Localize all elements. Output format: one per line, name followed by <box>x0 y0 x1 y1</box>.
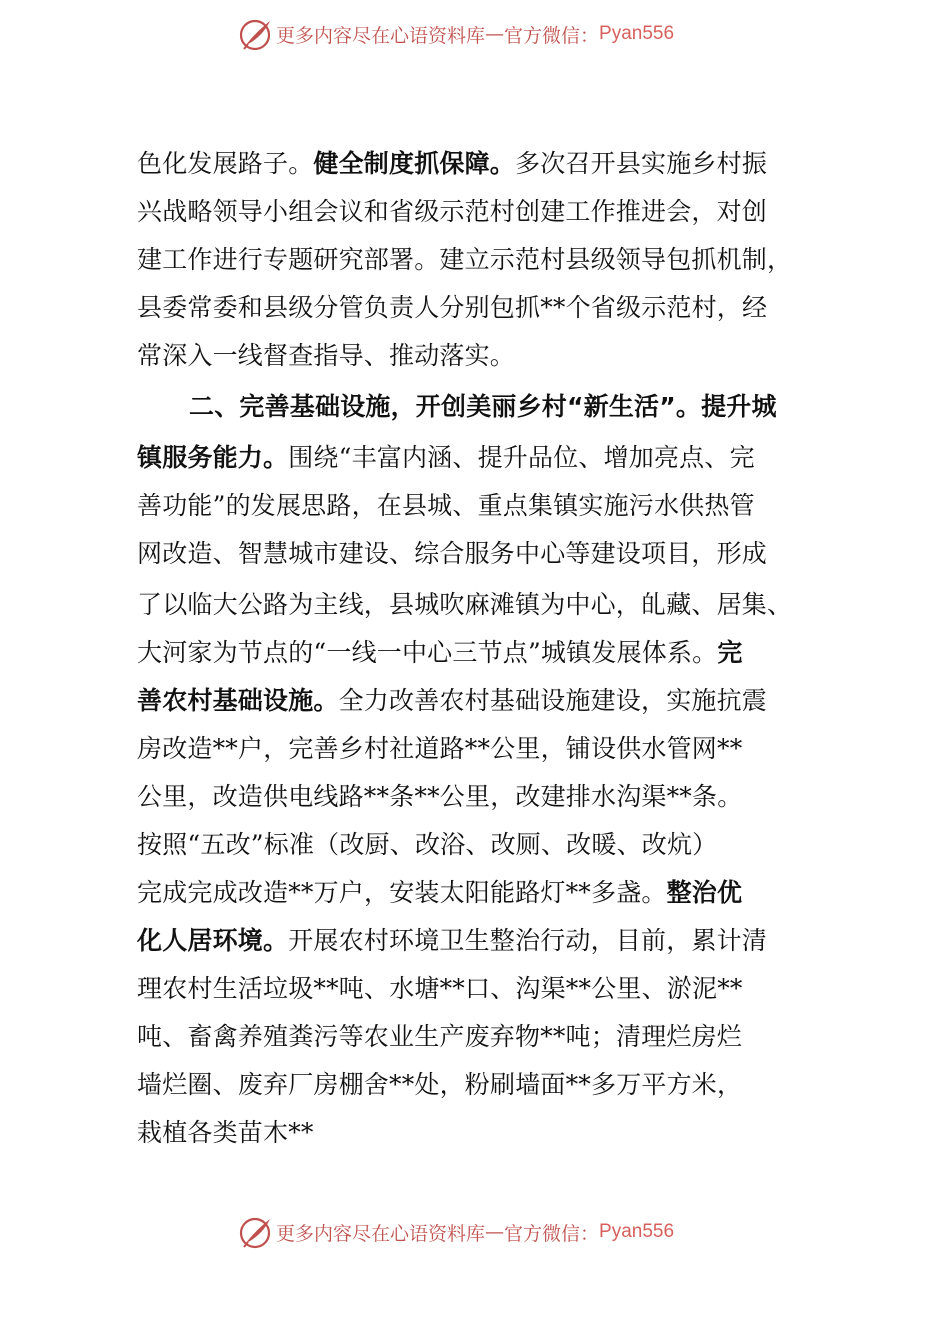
text-line-12: 善农村基础设施。全力改善农村基础设施建设，实施抗震 <box>137 686 768 715</box>
text-line-8: 善功能”的发展思路，在县城、重点集镇实施污水供热管 <box>137 491 755 520</box>
text-line-18: 理农村生活垃圾**吨、水塘**口、沟渠**公里、淤泥** <box>137 974 743 1003</box>
text-line-10: 了以临大公路为主线，县城吹麻滩镇为中心，癿藏、居集、 <box>137 590 793 619</box>
text-line-5: 常深入一线督查指导、推动落实。 <box>137 341 516 370</box>
text-line-17: 化人居环境。开展农村环境卫生整治行动，目前，累计清 <box>137 926 768 955</box>
bold-heading: 提升城 <box>701 392 777 421</box>
text-line-13: 房改造**户，完善乡村社道路**公里，铺设供水管网** <box>137 734 743 763</box>
text-line-20: 墙烂圈、废弃厂房棚舍**处，粉刷墙面**多万平方米， <box>137 1070 743 1099</box>
text-line-3: 建工作进行专题研究部署。建立示范村县级领导包抓机制， <box>137 245 793 274</box>
section-heading: 二、完善基础设施，开创美丽乡村“新生活”。 <box>189 392 702 421</box>
text-line-19: 吨、畜禽养殖粪污等农业生产废弃物**吨；清理烂房烂 <box>137 1022 743 1051</box>
bold-heading: 完 <box>717 638 743 667</box>
bold-heading: 整治优 <box>666 878 743 907</box>
bold-heading: 化人居环境。 <box>137 926 289 955</box>
watermark-header <box>236 14 736 54</box>
watermark-label: 官方微信： <box>504 24 600 47</box>
watermark-separator: — <box>485 23 505 45</box>
text-line-15: 按照“五改”标准（改厨、改浴、改厕、改暖、改炕） <box>137 830 718 859</box>
watermark-separator: — <box>485 1221 505 1243</box>
watermark-wechat-id: Pyan556 <box>599 23 675 44</box>
text-line-21: 栽植各类苗木** <box>137 1118 314 1147</box>
text-line-16: 完成完成改造**万户，安装太阳能路灯**多盏。整治优 <box>137 878 743 907</box>
watermark-text: 更多内容尽在心语资料库 <box>276 1222 486 1245</box>
section-heading-line <box>137 383 821 431</box>
bold-heading: 善农村基础设施。 <box>137 686 339 715</box>
body-text <box>137 140 821 1157</box>
text-line-2: 兴战略领导小组会议和省级示范村创建工作推进会，对创 <box>137 197 768 226</box>
text-line-7: 镇服务能力。围绕“丰富内涵、提升品位、增加亮点、完 <box>137 443 755 472</box>
watermark-text: 更多内容尽在心语资料库 <box>276 24 486 47</box>
watermark-label: 官方微信： <box>504 1222 600 1245</box>
bold-heading: 健全制度抓保障。 <box>313 149 516 178</box>
text-line-1: 色化发展路子。健全制度抓保障。多次召开县实施乡村振 <box>137 149 768 178</box>
text-line-9: 网改造、智慧城市建设、综合服务中心等建设项目，形成 <box>137 539 768 568</box>
text-line-11: 大河家为节点的“一线一中心三节点”城镇发展体系。完 <box>137 638 743 667</box>
quill-pen-logo-icon <box>236 1213 274 1251</box>
bold-heading: 镇服务能力。 <box>137 443 289 472</box>
quill-pen-logo-icon <box>236 15 274 53</box>
text-line-14: 公里，改造供电线路**条**公里，改建排水沟渠**条。 <box>137 782 743 811</box>
watermark-wechat-id: Pyan556 <box>599 1221 675 1242</box>
text-line-4: 县委常委和县级分管负责人分别包抓**个省级示范村，经 <box>137 293 768 322</box>
watermark-footer <box>236 1212 736 1252</box>
